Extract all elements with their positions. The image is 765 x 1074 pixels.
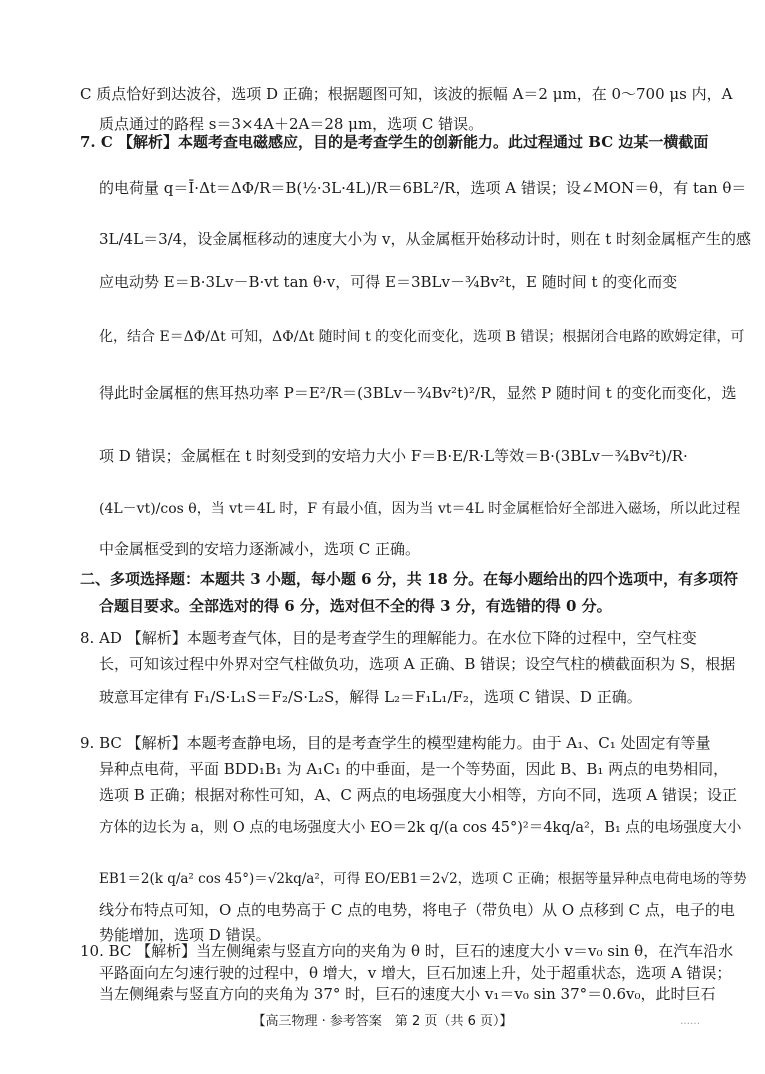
section-heading: 合题目要求。全部选对的得 6 分，选对但不全的得 3 分，有选错的得 0 分。 [99,597,612,615]
text-line: 项 D 错误；金属框在 t 时刻受到的安培力大小 F＝B·E/R·L等效＝B·(3BLv－¾Bv²t)/R· [99,447,688,465]
question-8-line: 8. AD 【解析】本题考查气体，目的是考查学生的理解能力。在水位下降的过程中，空气柱变 [80,629,697,647]
question-7-line: 7. C 【解析】本题考查电磁感应，目的是考查学生的创新能力。此过程通过 BC 边某一横截面 [80,133,709,151]
text-line: 化，结合 E＝ΔΦ/Δt 可知，ΔΦ/Δt 随时间 t 的变化而变化，选项 B 错误；根据闭合电路的欧姆定律，可 [99,329,745,345]
text-line: 线分布特点可知，O 点的电势高于 C 点的电势，将电子（带负电）从 O 点移到 C 点，电子的电 [99,901,735,919]
text-line: 平路面向左匀速行驶的过程中，θ 增大，v 增大，巨石加速上升，处于超重状态，选项 A 错误； [99,964,732,982]
text-line: EB1＝2(k q/a² cos 45°)＝√2kq/a²，可得 EO/EB1＝2√2，选项 C 正确；根据等量异种点电荷电场的等势 [99,871,747,887]
text-line: 的电荷量 q＝Ī·Δt＝ΔΦ/R＝B(½·3L·4L)/R＝6BL²/R，选项 A 错误；设∠MON＝θ，有 tan θ＝ [99,179,747,197]
text-line: (4L－vt)/cos θ，当 vt＝4L 时，F 有最小值，因为当 vt＝4L 时金属框恰好全部进入磁场，所以此过程 [99,501,741,517]
text-line: 选项 B 正确；根据对称性可知，A、C 两点的电场强度大小相等，方向不同，选项 A 错误；设正 [99,786,738,804]
section-heading: 二、多项选择题：本题共 3 小题，每小题 6 分，共 18 分。在每小题给出的四个选项中，有多项符 [80,570,739,588]
page-footer: 【高三物理 · 参考答案 第 2 页（共 6 页）】 [252,1014,513,1029]
text-line: 应电动势 E＝B·3Lv－B·vt tan θ·v，可得 E＝3BLv－¾Bv²t，E 随时间 t 的变化而变 [99,273,678,291]
question-9-line: 9. BC 【解析】本题考查静电场，目的是考查学生的模型建构能力。由于 A₁、C₁ 处固定有等量 [80,734,711,752]
text-line: 质点通过的路程 s＝3×4A＋2A＝28 μm，选项 C 错误。 [99,115,484,133]
text-line: 方体的边长为 a，则 O 点的电场强度大小 EO＝2k q/(a cos 45°)²＝4kq/a²，B₁ 点的电场强度大小 [99,820,742,836]
text-line: 异种点电荷，平面 BDD₁B₁ 为 A₁C₁ 的中垂面，是一个等势面，因此 B、B₁ 两点的电势相同， [99,760,729,778]
text-line: 3L/4L＝3/4，设金属框移动的速度大小为 v，从金属框开始移动计时，则在 t 时刻金属框产生的感 [99,230,752,248]
text-line: 长，可知该过程中外界对空气柱做负功，选项 A 正确、B 错误；设空气柱的横截面积为 S，根据 [99,655,736,673]
question-10-line: 10. BC 【解析】当左侧绳索与竖直方向的夹角为 θ 时，巨石的速度大小 v＝v₀ sin θ，在汽车沿水 [80,942,734,960]
text-line: 当左侧绳索与竖直方向的夹角为 37° 时，巨石的速度大小 v₁＝v₀ sin 37°＝0.6v₀，此时巨石 [99,985,716,1003]
text-line: 势能增加，选项 D 错误。 [99,926,271,944]
text-line: 中金属框受到的安培力逐渐减小，选项 C 正确。 [99,540,421,558]
corner-mark: …… [680,1016,700,1027]
text-line: 得此时金属框的焦耳热功率 P＝E²/R＝(3BLv－¾Bv²t)²/R，显然 P 随时间 t 的变化而变化，选 [99,384,737,402]
text-line: C 质点恰好到达波谷，选项 D 正确；根据题图可知，该波的振幅 A＝2 μm，在 0～700 μs 内，A [80,85,733,103]
text-line: 玻意耳定律有 F₁/S·L₁S＝F₂/S·L₂S，解得 L₂＝F₁L₁/F₂，选项 C 错误、D 正确。 [99,688,642,706]
